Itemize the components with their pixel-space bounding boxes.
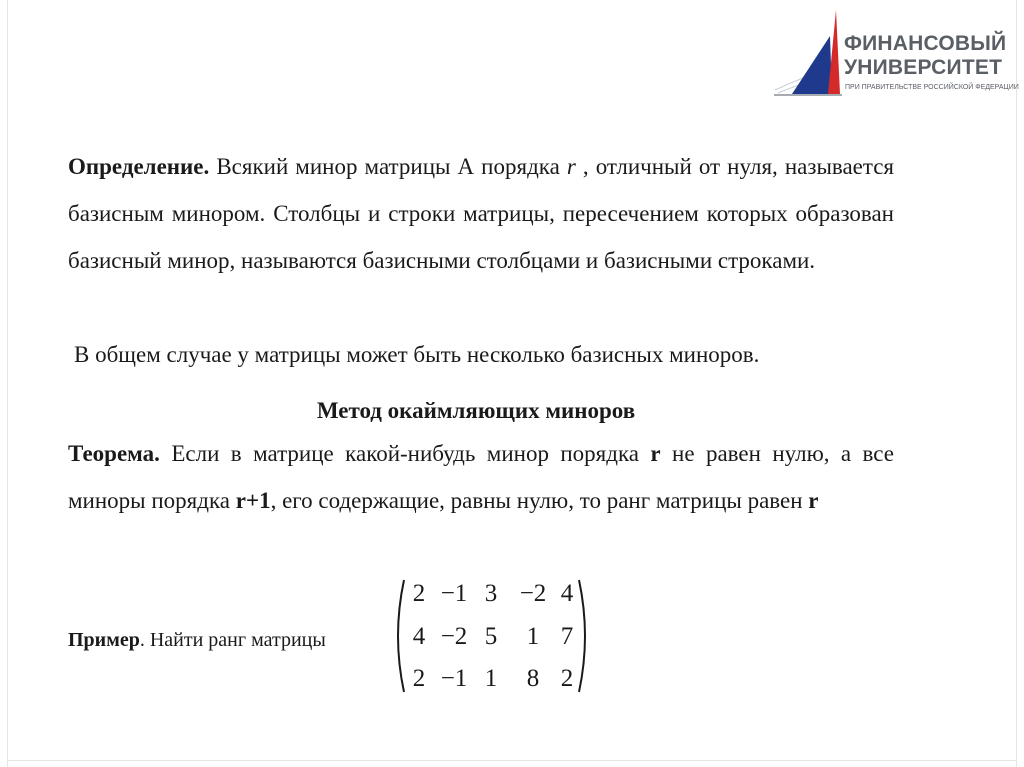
matrix-cell: −2 [519, 580, 547, 607]
definition-text-start: Всякий минор матрицы А порядка [209, 154, 567, 179]
method-heading: Метод окаймляющих миноров [316, 398, 636, 423]
matrix-cell: 3 [484, 580, 498, 607]
definition-paragraph [68, 143, 894, 284]
example-matrix [392, 577, 592, 695]
example-line [68, 625, 326, 655]
matrix-cell: 4 [560, 580, 574, 607]
matrix-cell: 1 [484, 665, 498, 692]
definition-r-variable: r [566, 154, 576, 179]
matrix-cell: 5 [484, 623, 498, 650]
theorem-r-plus-1: r+1 [235, 488, 271, 513]
matrix-cell: −2 [440, 623, 468, 650]
slide-border-bottom [7, 760, 1017, 761]
logo-title-line2: УНИВЕРСИТЕТ [844, 56, 1003, 79]
matrix-cell: −1 [440, 580, 468, 607]
theorem-text-1: Если в матрице какой-нибудь минор порядка [159, 441, 651, 466]
theorem-paragraph [68, 430, 894, 524]
theorem-label: Теорема. [68, 441, 160, 466]
definition-text-end: , отличный от нуля, называется базисным минором. Столбцы и строки матрицы, пересечением которых образован базисный минор, называются базисными столбцами и базисными строками. [68, 154, 894, 273]
matrix-cell: 7 [560, 623, 574, 650]
matrix-cell: 2 [412, 665, 426, 692]
matrix-cell: 1 [526, 623, 540, 650]
slide-border-right [1016, 0, 1017, 767]
university-logo [770, 6, 1019, 101]
logo-title-line1: ФИНАНСОВЫЙ [844, 32, 1007, 55]
theorem-text-2: не равен нулю, а все миноры порядка [68, 441, 894, 513]
matrix-cell: 2 [412, 580, 426, 607]
matrix-cell: 2 [560, 665, 574, 692]
matrix-cell: 4 [412, 623, 426, 650]
note-paragraph: В общем случае у матрицы может быть несколько базисных миноров. [74, 342, 760, 367]
example-text: . Найти ранг матрицы [139, 629, 326, 651]
example-label: Пример [68, 629, 140, 651]
slide-border-left [7, 0, 8, 767]
matrix-cell: 8 [526, 665, 540, 692]
theorem-r-final: r [808, 488, 819, 513]
logo-subtitle: ПРИ ПРАВИТЕЛЬСТВЕ РОССИЙСКОЙ ФЕДЕРАЦИИ [845, 84, 1019, 91]
theorem-r-variable: r [650, 441, 661, 466]
theorem-text-3: , его содержащие, равны нулю, то ранг матрицы равен [270, 488, 809, 513]
definition-label: Определение. [68, 154, 210, 179]
matrix-cell: −1 [440, 665, 468, 692]
